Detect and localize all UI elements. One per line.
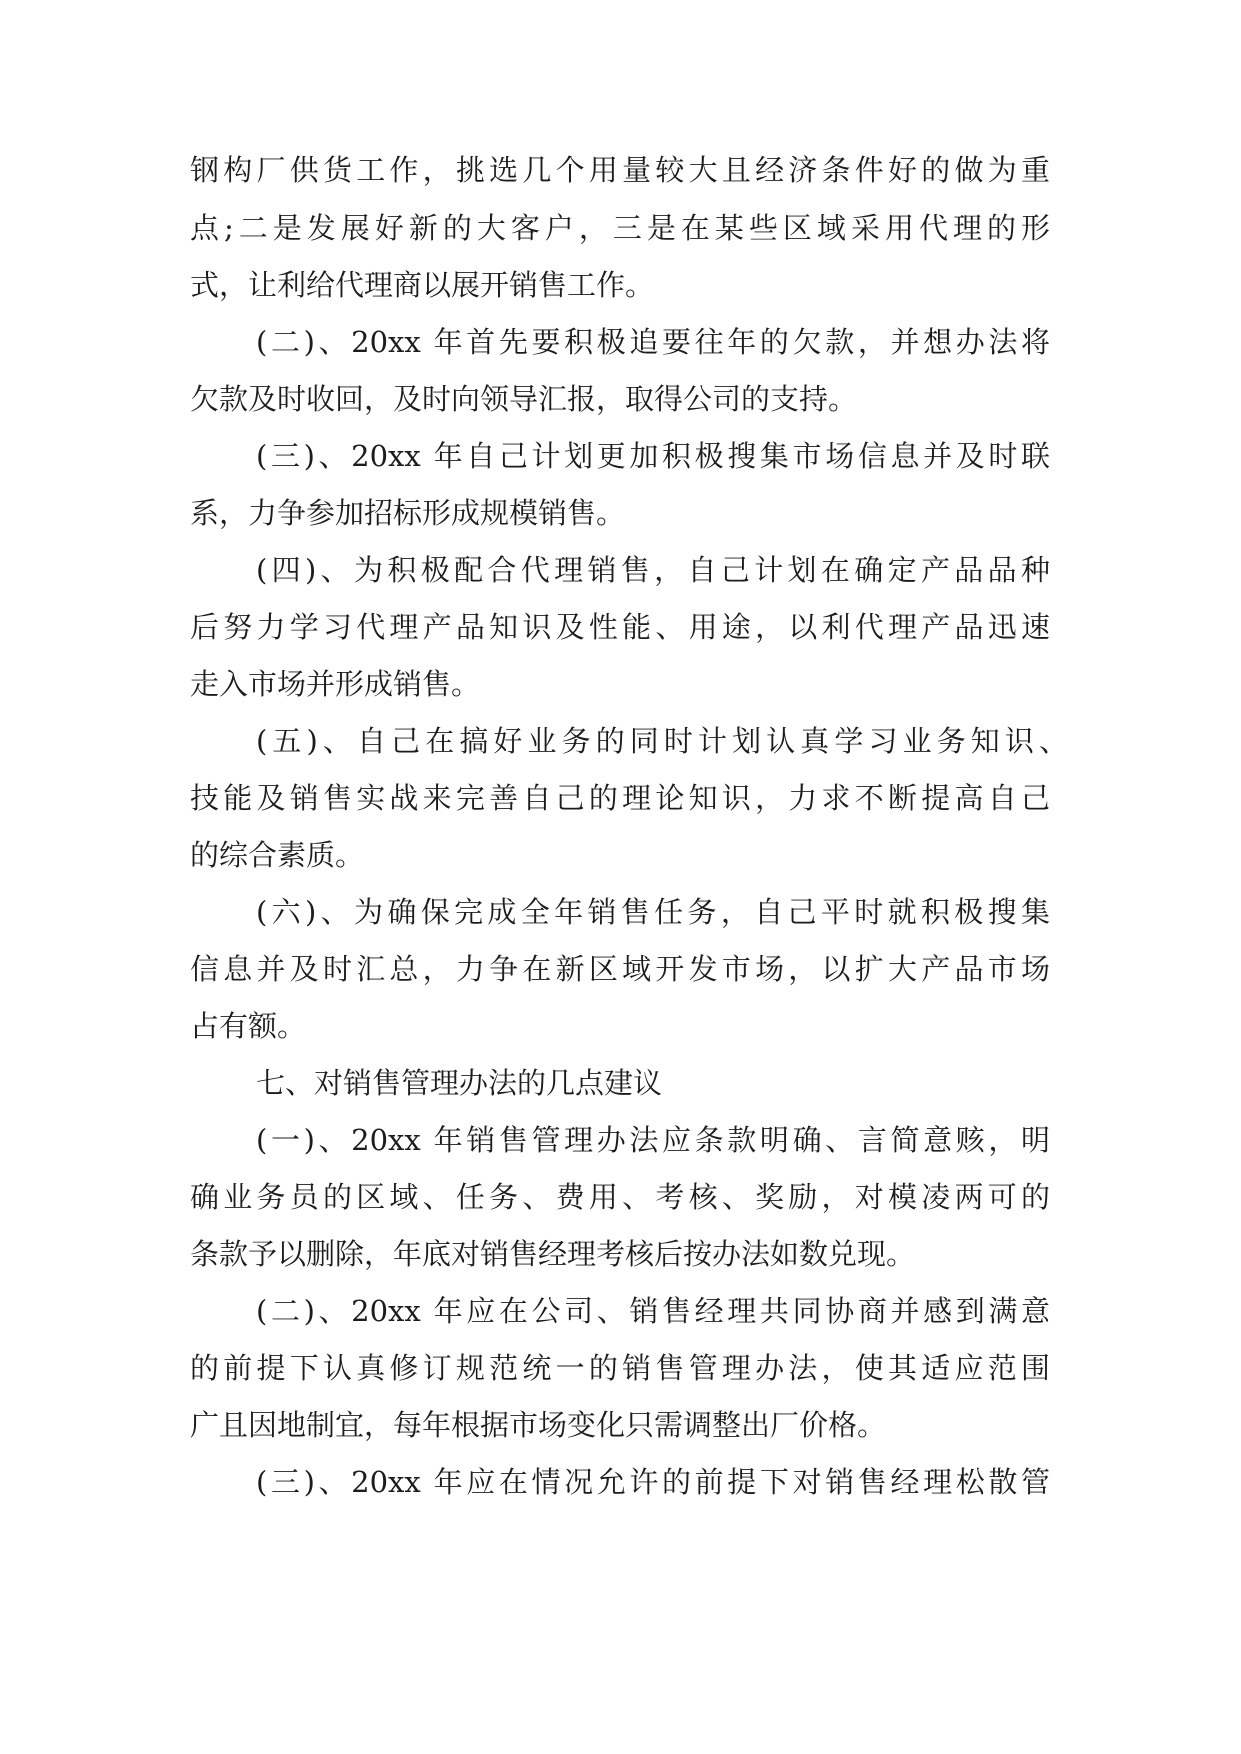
body-line-4: (二)、20xx 年首先要积极追要往年的欠款，并想办法将 xyxy=(256,325,1050,359)
body-line-6: (三)、20xx 年自己计划更加积极搜集市场信息并及时联 xyxy=(256,439,1050,473)
body-line-12: 技能及销售实战来完善自己的理论知识，力求不断提高自己 xyxy=(190,781,1050,815)
body-line-7: 系，力争参加招标形成规模销售。 xyxy=(190,496,626,530)
body-line-13: 的综合素质。 xyxy=(190,838,365,872)
section-heading: 七、对销售管理办法的几点建议 xyxy=(256,1066,663,1100)
body-line-5: 欠款及时收回，及时向领导汇报，取得公司的支持。 xyxy=(190,382,858,416)
body-line-14: (六)、为确保完成全年销售任务，自己平时就积极搜集 xyxy=(256,895,1050,929)
body-line-2: 点;二是发展好新的大客户，三是在某些区域采用代理的形 xyxy=(190,211,1050,245)
body-line-20: 条款予以删除，年底对销售经理考核后按办法如数兑现。 xyxy=(190,1237,916,1271)
body-line-3: 式，让利给代理商以展开销售工作。 xyxy=(190,268,655,302)
body-line-1: 钢构厂供货工作，挑选几个用量较大且经济条件好的做为重 xyxy=(190,153,1050,187)
body-line-15: 信息并及时汇总，力争在新区域开发市场，以扩大产品市场 xyxy=(190,952,1050,986)
body-line-11: (五)、自己在搞好业务的同时计划认真学习业务知识、 xyxy=(256,724,1068,758)
body-line-23: 广且因地制宜，每年根据市场变化只需调整出厂价格。 xyxy=(190,1408,887,1442)
body-line-18: (一)、20xx 年销售管理办法应条款明确、言简意赅，明 xyxy=(256,1123,1050,1157)
body-line-24: (三)、20xx 年应在情况允许的前提下对销售经理松散管 xyxy=(256,1465,1050,1499)
body-line-19: 确业务员的区域、任务、费用、考核、奖励，对模凌两可的 xyxy=(190,1180,1050,1214)
body-line-22: 的前提下认真修订规范统一的销售管理办法，使其适应范围 xyxy=(190,1351,1050,1385)
body-line-21: (二)、20xx 年应在公司、销售经理共同协商并感到满意 xyxy=(256,1294,1050,1328)
body-line-8: (四)、为积极配合代理销售，自己计划在确定产品品种 xyxy=(256,553,1050,587)
body-line-10: 走入市场并形成销售。 xyxy=(190,667,481,701)
body-line-16: 占有额。 xyxy=(190,1009,307,1043)
body-line-9: 后努力学习代理产品知识及性能、用途，以利代理产品迅速 xyxy=(190,610,1050,644)
